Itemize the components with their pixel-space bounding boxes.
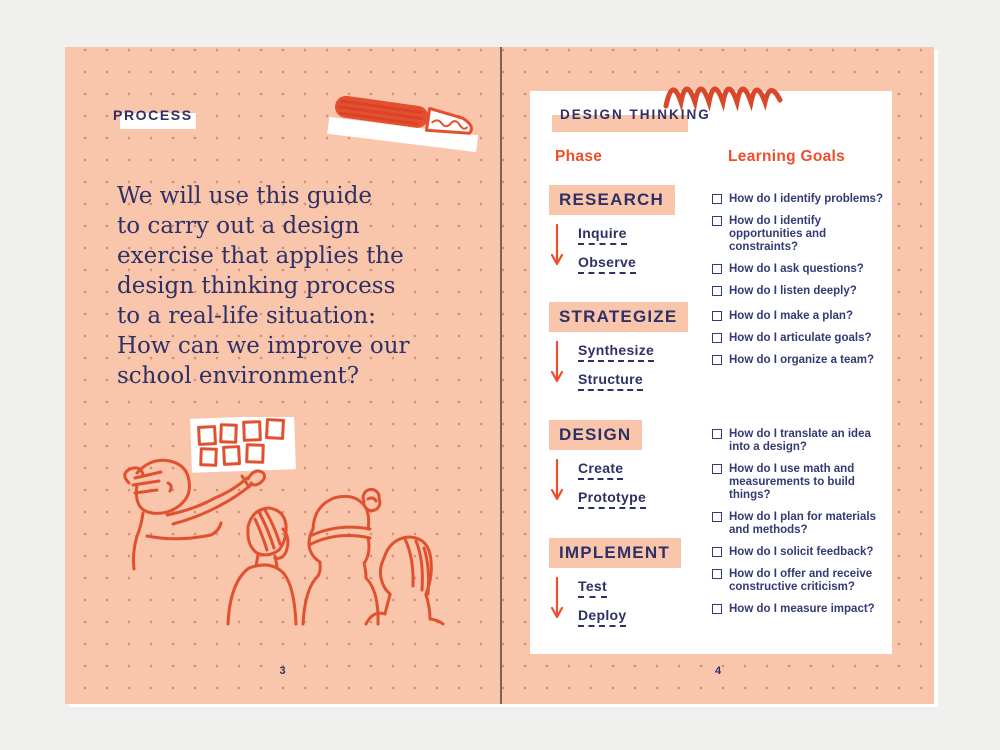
intro-line: to a real-life situation: xyxy=(117,303,376,329)
marker-pen-doodle xyxy=(320,93,500,173)
goal-text: How do I make a plan? xyxy=(729,310,853,322)
card-title: DESIGN THINKING xyxy=(560,107,711,122)
checkbox-icon xyxy=(712,311,722,321)
goal-item xyxy=(712,463,888,502)
goal-text: How do I organize a team? xyxy=(729,354,875,366)
goal-item xyxy=(712,428,888,454)
intro-line: We will use this guide xyxy=(117,183,373,209)
design-thinking-card xyxy=(530,91,892,654)
down-arrow-icon xyxy=(550,575,564,623)
learning-goals-list xyxy=(712,193,888,298)
goal-text: How do I use math and measurements to build things? xyxy=(729,463,855,501)
phase-step: Create xyxy=(578,460,623,480)
intro-line: exercise that applies the xyxy=(117,243,404,269)
goal-item xyxy=(712,511,888,537)
process-label xyxy=(113,107,223,135)
checkbox-icon xyxy=(712,216,722,226)
phase-step: Inquire xyxy=(578,225,627,245)
goal-item xyxy=(712,193,888,206)
goal-text: How do I ask questions? xyxy=(729,263,864,275)
checkbox-icon xyxy=(712,333,722,343)
phase-step: Synthesize xyxy=(578,342,654,362)
checkbox-icon xyxy=(712,512,722,522)
intro-line: to carry out a design xyxy=(117,213,360,239)
page-number-left: 3 xyxy=(279,665,286,677)
goal-text: How do I offer and receive constructive criticism? xyxy=(729,568,873,593)
checkbox-icon xyxy=(712,286,722,296)
goal-item xyxy=(712,215,888,254)
goal-text: How do I plan for materials and methods? xyxy=(729,511,876,536)
goal-text: How do I translate an idea into a design? xyxy=(729,428,871,453)
learning-goals-list xyxy=(712,428,888,537)
spine-divider xyxy=(500,47,502,704)
intro-paragraph xyxy=(117,181,457,391)
students-sticky-notes-sketch xyxy=(107,417,457,632)
phase-step: Test xyxy=(578,578,607,598)
down-arrow-icon xyxy=(550,457,564,505)
goal-item xyxy=(712,603,888,616)
checkbox-icon xyxy=(712,194,722,204)
phase-sections xyxy=(530,91,892,654)
process-label-text: PROCESS xyxy=(113,107,193,123)
intro-line: How can we improve our xyxy=(117,333,410,359)
goal-item xyxy=(712,546,888,559)
column-header-learning-goals: Learning Goals xyxy=(728,148,846,165)
goal-item xyxy=(712,568,888,594)
phase-title: RESEARCH xyxy=(549,185,675,215)
goal-text: How do I solicit feedback? xyxy=(729,546,874,558)
checkbox-icon xyxy=(712,547,722,557)
learning-goals-list xyxy=(712,546,888,616)
goal-item xyxy=(712,285,888,298)
learning-goals-list xyxy=(712,310,888,367)
page-number-right: 4 xyxy=(714,665,722,677)
goal-text: How do I identify opportunities and constraints? xyxy=(729,215,827,253)
phase-step: Structure xyxy=(578,371,643,391)
column-header-phase: Phase xyxy=(555,148,603,165)
goal-item xyxy=(712,332,888,345)
open-booklet xyxy=(65,47,934,704)
goal-text: How do I articulate goals? xyxy=(729,332,872,344)
checkbox-icon xyxy=(712,264,722,274)
down-arrow-icon xyxy=(550,222,564,270)
checkbox-icon xyxy=(712,464,722,474)
goal-item xyxy=(712,310,888,323)
intro-line: school environment? xyxy=(117,363,360,389)
goal-item xyxy=(712,263,888,276)
goal-item xyxy=(712,354,888,367)
goal-text: How do I measure impact? xyxy=(729,603,875,615)
goal-text: How do I listen deeply? xyxy=(729,285,857,297)
down-arrow-icon xyxy=(550,339,564,387)
phase-title: DESIGN xyxy=(549,420,642,450)
phase-title: STRATEGIZE xyxy=(549,302,688,332)
phase-step: Deploy xyxy=(578,607,626,627)
intro-line: design thinking process xyxy=(117,273,396,299)
phase-step: Prototype xyxy=(578,489,646,509)
goal-text: How do I identify problems? xyxy=(729,193,883,205)
phase-step: Observe xyxy=(578,254,636,274)
checkbox-icon xyxy=(712,355,722,365)
checkbox-icon xyxy=(712,569,722,579)
checkbox-icon xyxy=(712,604,722,614)
phase-title: IMPLEMENT xyxy=(549,538,681,568)
checkbox-icon xyxy=(712,429,722,439)
